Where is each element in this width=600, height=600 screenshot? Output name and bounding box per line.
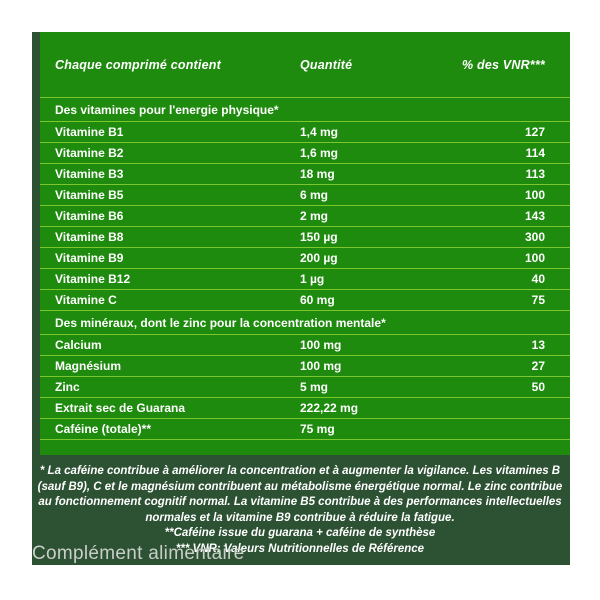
row-vnr: 113 — [525, 167, 545, 181]
row-quantity: 2 mg — [300, 209, 329, 223]
row-label: Magnésium — [55, 359, 122, 373]
table-row — [40, 143, 570, 164]
header-quantity-column: Quantité — [300, 57, 353, 72]
footnote-vnr: *** VNR: Valeurs Nutritionnelles de Référence — [175, 542, 425, 555]
row-label: Vitamine B5 — [55, 188, 124, 202]
row-quantity: 60 mg — [300, 293, 335, 307]
table-row — [40, 206, 570, 227]
row-quantity: 75 mg — [300, 422, 335, 436]
row-vnr: 127 — [524, 125, 545, 139]
footnote-caffeine: **Caféine issue du guarana + caféine de synthèse — [164, 527, 436, 539]
row-vnr: 114 — [525, 146, 545, 160]
table-row — [40, 290, 570, 311]
row-quantity: 200 µg — [300, 251, 338, 265]
table-row — [40, 248, 570, 269]
row-vnr: 143 — [524, 209, 545, 223]
row-quantity: 5 mg — [300, 380, 329, 394]
row-label: Vitamine B1 — [55, 125, 124, 139]
row-vnr: 300 — [524, 230, 545, 244]
row-quantity: 100 mg — [300, 359, 342, 373]
table-row — [40, 185, 570, 206]
row-label: Vitamine B3 — [55, 167, 124, 181]
header-vnr-column: % des VNR*** — [462, 57, 545, 72]
row-label: Extrait sec de Guarana — [55, 401, 186, 415]
row-quantity: 150 µg — [300, 230, 338, 244]
section-title: Des vitamines pour l'energie physique* — [40, 98, 570, 122]
row-quantity: 1,6 mg — [300, 146, 339, 160]
row-label: Vitamine C — [55, 293, 117, 307]
row-label: Zinc — [55, 380, 80, 394]
row-quantity: 6 mg — [300, 188, 329, 202]
table-row — [40, 356, 570, 377]
row-label: Vitamine B8 — [55, 230, 124, 244]
row-label: Vitamine B12 — [55, 272, 131, 286]
row-vnr: 27 — [531, 359, 545, 373]
row-vnr: 100 — [524, 188, 545, 202]
table-header-row — [40, 32, 570, 98]
product-type-label: Complément alimentaire — [32, 543, 245, 564]
table-row — [40, 335, 570, 356]
table-row — [40, 269, 570, 290]
row-quantity: 100 mg — [300, 338, 342, 352]
row-vnr: 50 — [531, 380, 545, 394]
table-row — [40, 419, 570, 440]
section-title: Des minéraux, dont le zinc pour la concentration mentale* — [40, 311, 570, 335]
row-vnr: 40 — [531, 272, 545, 286]
row-quantity: 222,22 mg — [300, 401, 359, 415]
row-label: Caféine (totale)** — [55, 422, 152, 436]
row-vnr: 75 — [531, 293, 545, 307]
header-item-column: Chaque comprimé contient — [55, 57, 221, 72]
row-quantity: 18 mg — [300, 167, 335, 181]
nutrition-table-panel — [40, 32, 570, 455]
table-row — [40, 398, 570, 419]
row-vnr: 13 — [531, 338, 545, 352]
table-row — [40, 227, 570, 248]
table-body — [40, 98, 570, 440]
footnote-main: * La caféine contribue à améliorer la concentration et à augmenter la vigilance. Les vitamines B (sauf B9), C et le magnésium contribuent au métabolisme énergétique normal. Le zinc contribue au fonctionnement cognitif normal. La vitamine B5 contribue à des performances intellectuelles normales et la vitamine B9 contribue à réduire la fatigue. — [37, 465, 563, 524]
table-row — [40, 164, 570, 185]
row-quantity: 1 µg — [300, 272, 325, 286]
table-row — [40, 377, 570, 398]
row-label: Vitamine B6 — [55, 209, 124, 223]
row-label: Vitamine B2 — [55, 146, 124, 160]
table-row — [40, 122, 570, 143]
row-label: Vitamine B9 — [55, 251, 124, 265]
row-vnr: 100 — [524, 251, 545, 265]
row-label: Calcium — [55, 338, 102, 352]
row-quantity: 1,4 mg — [300, 125, 339, 139]
